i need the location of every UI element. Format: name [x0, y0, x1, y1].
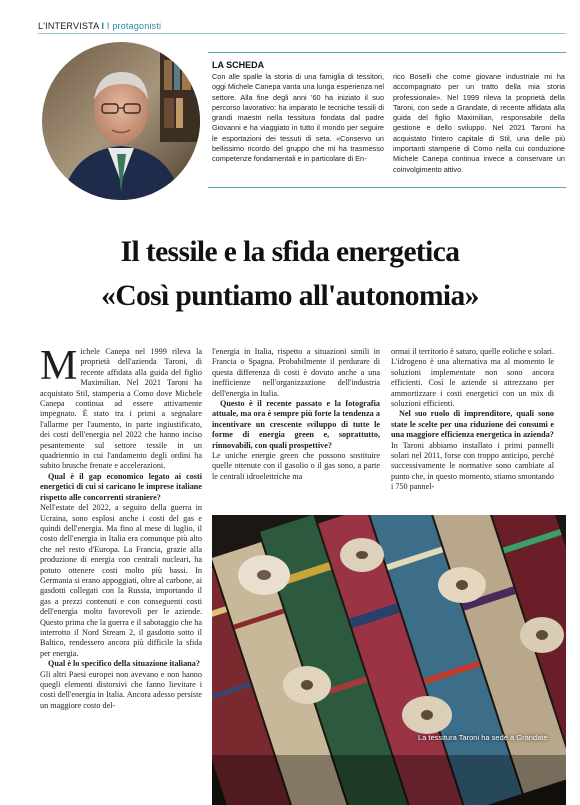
question-4: Nel suo ruolo di imprenditore, quali sono state le scelte per una riduzione dei consumi e una maggiore efficienza energetica in azienda? [391, 409, 554, 440]
section-separator: I [101, 21, 105, 31]
section-header [38, 21, 161, 31]
headline-line-1: Il tessile e la sfida energetica [120, 236, 460, 268]
photo-caption: La tessitura Taroni ha sede a Grandate [418, 733, 548, 742]
answer-3-cont: ormai il territorio è saturo, quelle eoliche e solari. L'idrogeno è una alternativa ma al momento le soluzioni implementate non sono ancora efficienti. Così le aziende si attrezzano per ammortizzare i costi energetici con un mix di soluzioni efficienti. [391, 347, 554, 409]
question-1: Qual è il gap economico legato ai costi energetici di cui si caricano le imprese italiane rispetto alle concorrenti straniere? [40, 471, 202, 502]
answer-3: Le uniche energie green che possono sostituire quelle ottenute con il gasolio o il gas sono, a parte le centrali idroelettriche ma [212, 451, 380, 481]
article-column-1 [40, 343, 202, 711]
scheda-text [212, 72, 565, 175]
drop-cap: M [40, 343, 78, 389]
intro-text: ichele Canepa nel 1999 rileva la proprietà dell'azienda Taroni, di recente affidata alla guida del figlio Maximilian. Nel 2021 Taroni ha acquistato Stil, stamperia a Como dove Michele Canepa continua ad essere attivamente impegnato. È stato tra i primi a segnalare l'allarme per l'aumento, in parte ingiustificato, dei costi dell'energia nel 2022 che hanno inciso pesantemente sul settore tessile in un quadriennio in cui l'andamento degli ordini ha subito brusche frenate e accelerazioni. [40, 347, 202, 471]
answer-4: In Taroni abbiamo installato i primi pannelli solari nel 2011, forse con troppo anticipo, perché successivamente le normative sono cambiate al punto che, in questo momento, stiamo smontando i 750 pannel- [391, 440, 554, 492]
article-column-2 [212, 347, 380, 482]
portrait-photo [42, 42, 200, 200]
section-label: L'INTERVISTA [38, 21, 99, 31]
headline-line-2: «Così puntiamo all'autonomia» [101, 280, 479, 312]
question-2: Qual è lo specifico della situazione italiana? [48, 659, 200, 669]
scheda-column-1: Con alle spalle la storia di una famiglia di tessitori, oggi Michele Canepa vanta una lunga esperienza nel settore. Alla fine degli anni '60 ha iniziato il suo percorso lavorativo: ha imparato le tecniche tessili di grandi maestri nella tessitura fondata dal padre Giovanni e ha viaggiato in tutto il mondo per seguire le esportazioni dei tessuti di seta. «Conservo un bellissimo ricordo del gruppo che mi ha trasmesso competenze fondamentali e in particolare di En- [212, 72, 385, 164]
subsection-label: I protagonisti [106, 21, 162, 31]
question-3: Questo è il recente passato e la fotografia attuale, ma ora è sempre più forte la tendenza a incentivare un crescente sviluppo di tutte le forme di energia green e, soprattutto, rinnovabili, con quali prospettive? [212, 399, 380, 450]
article-intro [40, 343, 202, 472]
answer-2-cont: l'energia in Italia, rispetto a situazioni simili in Francia o Spagna. Probabilmente il perdurare di questa differenza di costi è dovuto anche a una inefficienze nell'organizzazione dell'industria dell'energia in Italia. [212, 347, 380, 398]
answer-1: Nell'estate del 2022, a seguito della guerra in Ucraina, sono esplosi anche i costi del gas e quindi dell'energia. Ma fino al mese di luglio, il costo dell'energia in Italia era comunque più alto che nel resto d'Europa. La Francia, grazie alla produzione di energia con centrali nucleari, ha potuto ottenere costi molto più bassi. In Germania si erano appoggiati, oltre al carbone, ai gasdotti collegati con la Russia, importando il gas a prezzi contenuti e con conseguenti costi dell'energia molto favorevoli per le aziende. Questo prima che la guerra e il sabotaggio che ha interrotto il Nord Stream 2, il gasdotto sotto il Baltico, rendessero ancora più difficile la sfida per energia. [40, 503, 202, 658]
fabric-rolls-photo [212, 515, 566, 805]
header-rule [38, 33, 566, 34]
scheda-column-2: rico Boselli che come giovane industriale mi ha accompagnato per un tratto della mia storia professionale». Nel 1999 rileva la proprietà della Taroni, con sede a Grandate, di recente affidata alla guida del figlio Maximilian, responsabile della gestione e dello sviluppo. Nel 2021 Taroni ha acquistato l'intero capitale di Stil, una delle più importanti stamperie di Como nella cui conduzione Michele Canepa continua invece a conservare un coinvolgimento attivo. [393, 72, 565, 174]
answer-2: Gli altri Paesi europei non avevano e non hanno quegli elementi distorsivi che fanno lievitare i costi dell'energia in Italia. Ancora adesso persiste un maggiore costo del- [40, 669, 202, 710]
scheda-title: LA SCHEDA [212, 60, 265, 70]
article-column-3 [391, 347, 554, 493]
